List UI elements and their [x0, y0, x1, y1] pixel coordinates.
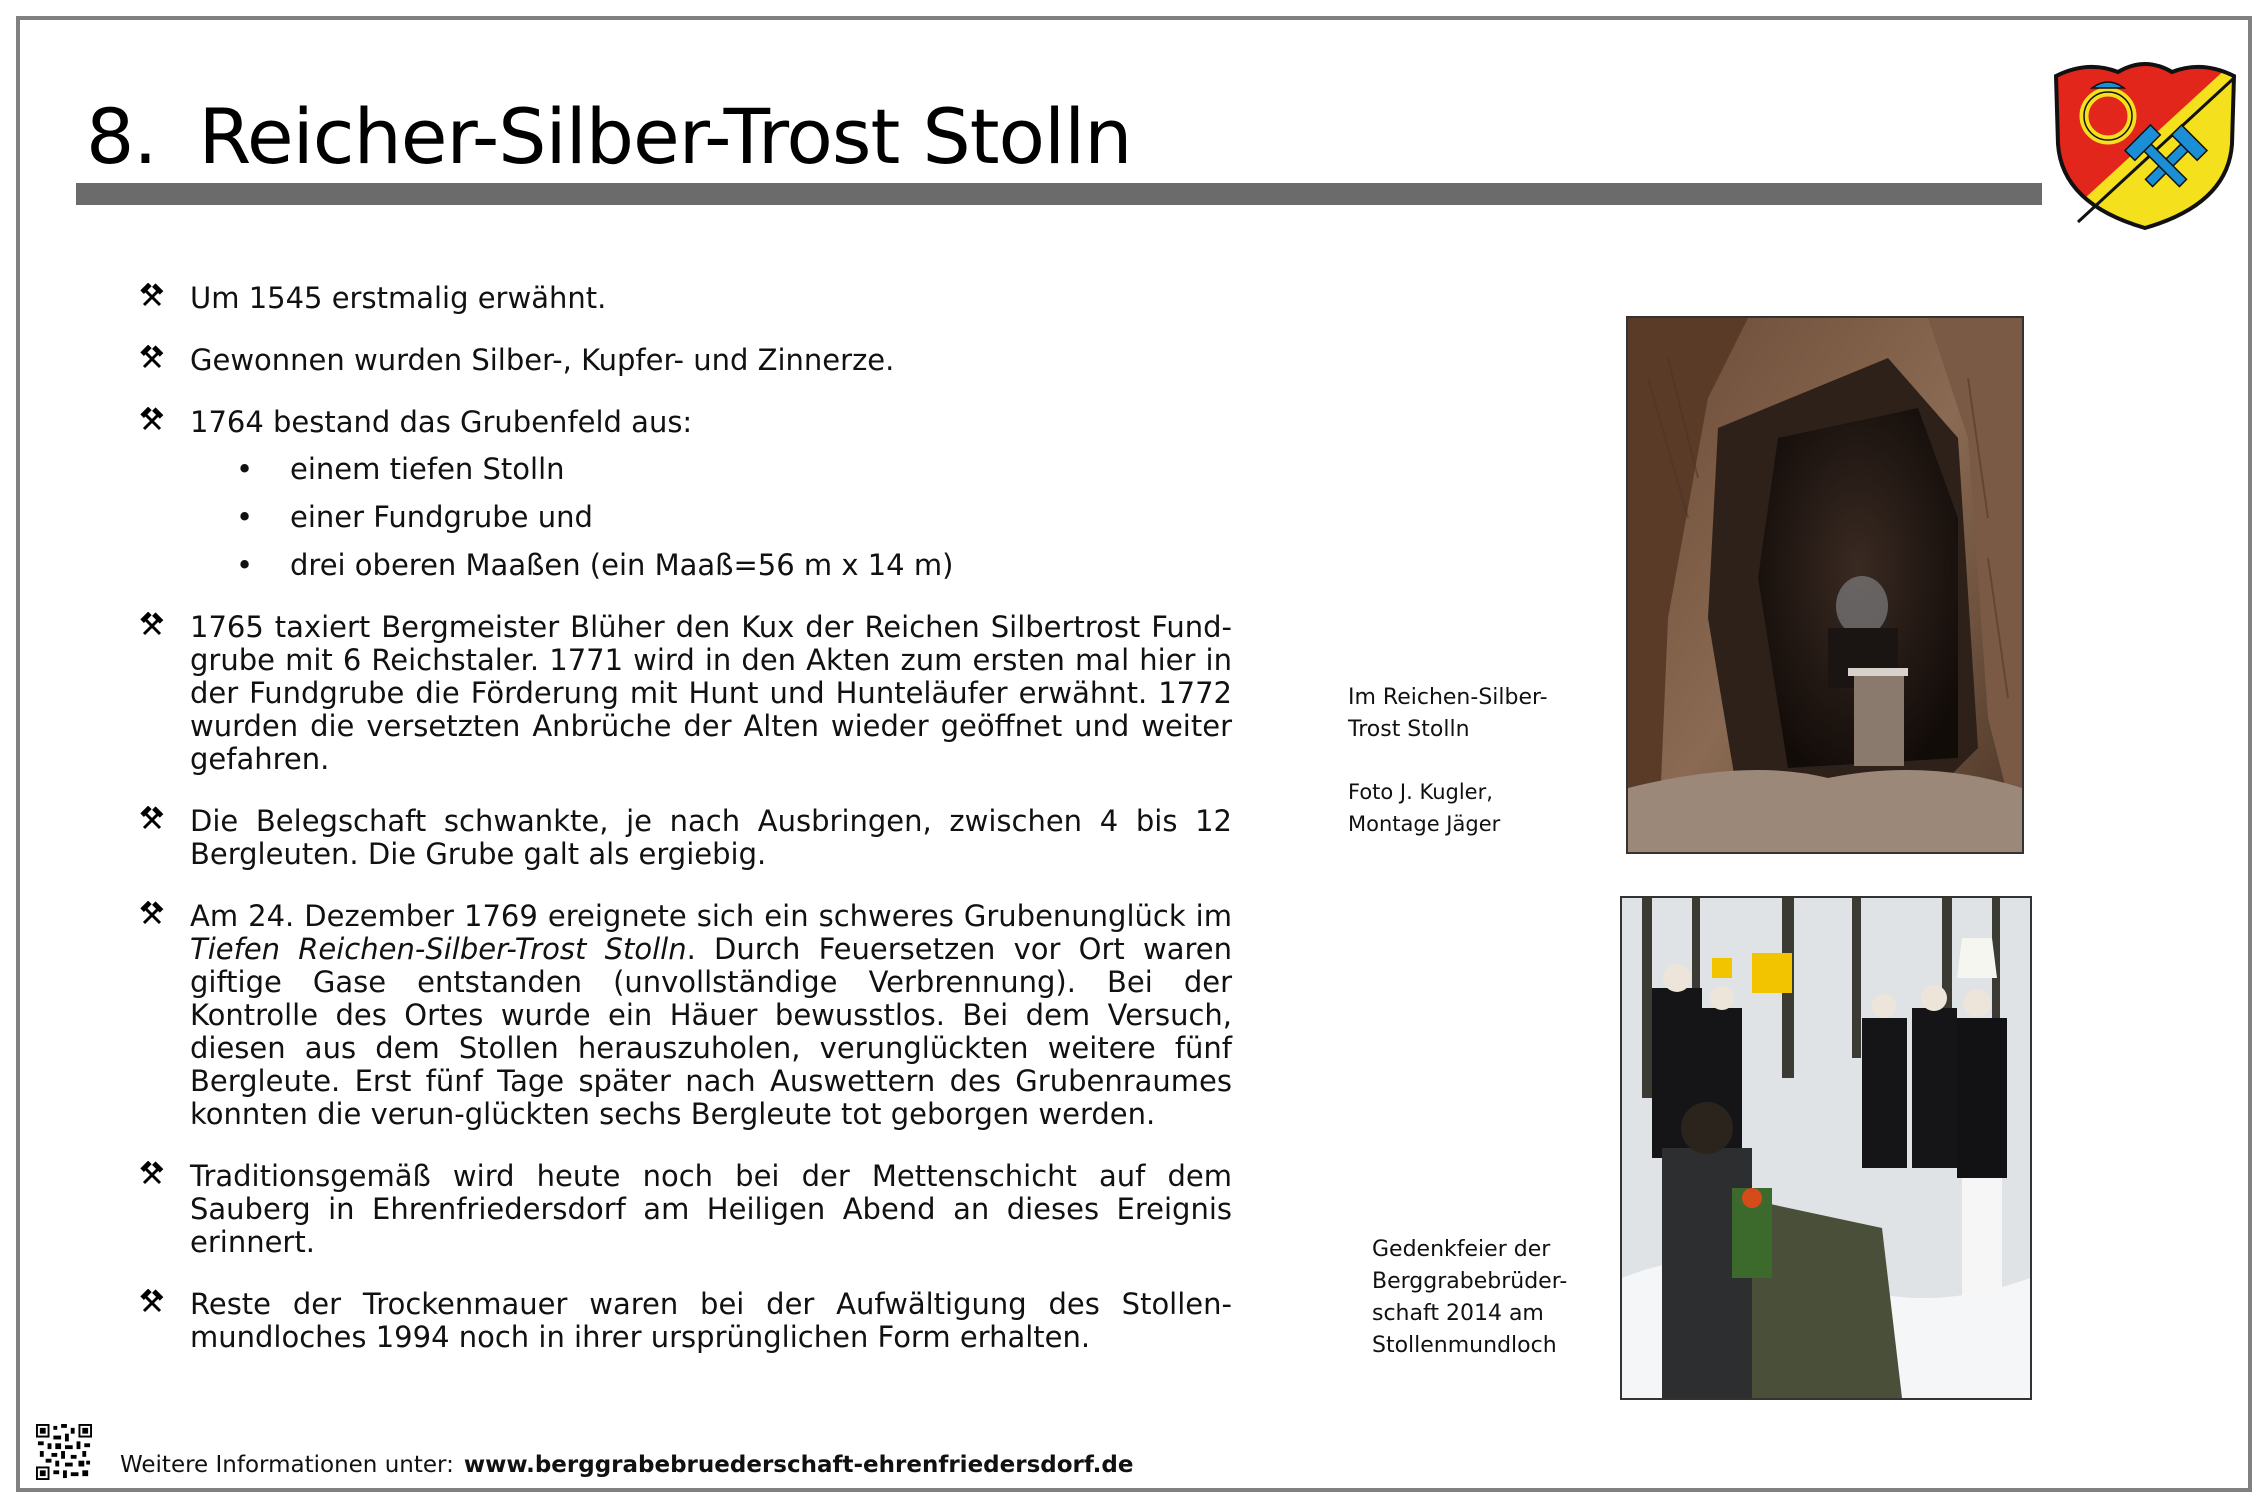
- sub-list-item: [190, 501, 1232, 534]
- mine-tunnel-photo: [1626, 316, 2024, 854]
- list-item: [132, 805, 1232, 871]
- list-item: [132, 611, 1232, 776]
- list-item: [132, 406, 1232, 582]
- title-text: Reicher-Silber-Trost Stolln: [198, 92, 1132, 181]
- hammer-pick-icon: [138, 806, 166, 834]
- tunnel-image: [1628, 318, 2022, 852]
- bullet-list: [132, 282, 1232, 1383]
- caption-line: Berggrabebrüder-: [1372, 1269, 1568, 1294]
- hammer-pick-icon: [138, 407, 166, 435]
- photo2-caption: [1372, 1234, 1602, 1362]
- sub-item-text: drei oberen Maaßen (ein Maaß=56 m x 14 m): [290, 548, 954, 582]
- list-item: [132, 900, 1232, 1131]
- title-number: 8.: [86, 92, 157, 181]
- caption-line: Stollenmundloch: [1372, 1333, 1557, 1358]
- hammer-pick-icon: [138, 1289, 166, 1317]
- bullet-text: Um 1545 erstmalig erwähnt.: [190, 281, 607, 315]
- sub-list: [190, 453, 1232, 582]
- sub-item-text: einer Fundgrube und: [290, 500, 593, 534]
- credit-line: Foto J. Kugler,: [1348, 780, 1493, 804]
- sub-list-item: [190, 453, 1232, 486]
- bullet-dot: •: [236, 500, 254, 534]
- caption-line: Trost Stolln: [1348, 717, 1470, 742]
- caption-line: Im Reichen-Silber-: [1348, 685, 1548, 710]
- ceremony-photo: [1620, 896, 2032, 1400]
- photo1-caption: [1348, 682, 1578, 746]
- hammer-pick-icon: [138, 1161, 166, 1189]
- list-item: [132, 1160, 1232, 1259]
- bullet-text: Reste der Trockenmauer waren bei der Aufwältigung des Stollen-mundloches 1994 noch in ihrer ursprünglichen Form erhalten.: [190, 1287, 1232, 1354]
- credit-line: Montage Jäger: [1348, 812, 1501, 836]
- bullet-text: Die Belegschaft schwankte, je nach Ausbringen, zwischen 4 bis 12 Bergleuten. Die Grube galt als ergiebig.: [190, 804, 1232, 871]
- photo1-credit: [1348, 776, 1578, 840]
- bullet-text: 1765 taxiert Bergmeister Blüher den Kux der Reichen Silbertrost Fund-grube mit 6 Reichstaler. 1771 wird in den Akten zum ersten mal hier in der Fundgrube die Förderung mit Hunt und Hunteläufer erwähnt. 1772 wurden die versetzten Anbrüche der Alten wieder geöffnet und weiter gefahren.: [190, 610, 1232, 776]
- list-item: [132, 282, 1232, 315]
- mine-name-italic: Tiefen Reichen-Silber-Trost Stolln: [190, 932, 687, 966]
- caption-line: schaft 2014 am: [1372, 1301, 1544, 1326]
- bullet-dot: •: [236, 452, 254, 486]
- footer-label: Weitere Informationen unter:: [120, 1452, 454, 1478]
- page-title: [86, 92, 1131, 182]
- hammer-pick-icon: [138, 283, 166, 311]
- footer-url-link[interactable]: www.berggrabebruederschaft-ehrenfriedersdorf.de: [463, 1452, 1134, 1478]
- coat-of-arms-icon: [2048, 54, 2242, 232]
- bullet-text-end: . Durch Feuersetzen vor Ort waren giftige Gase entstanden (unvollständige Verbrennung). Bei der Kontrolle des Ortes wurde ein Häuer bewusstlos. Bei dem Versuch, diesen aus dem Stollen herauszuholen, verunglückten weitere fünf Bergleute. Erst fünf Tage später nach Auswettern des Grubenraumes konnten die verun-glückten sechs Bergleute tot geborgen werden.: [190, 932, 1233, 1131]
- ceremony-image: [1622, 898, 2030, 1398]
- hammer-pick-icon: [138, 612, 166, 640]
- bullet-text-start: Am 24. Dezember 1769 ereignete sich ein schweres Grubenunglück im: [190, 899, 1232, 933]
- bullet-text: [190, 900, 1232, 1131]
- sub-list-item: [190, 549, 1232, 582]
- caption-line: Gedenkfeier der: [1372, 1237, 1551, 1262]
- hammer-pick-icon: [138, 345, 166, 373]
- list-item: [132, 1288, 1232, 1354]
- bullet-dot: •: [236, 548, 254, 582]
- bullet-text: Gewonnen wurden Silber-, Kupfer- und Zinnerze.: [190, 343, 895, 377]
- bullet-text: 1764 bestand das Grubenfeld aus:: [190, 405, 693, 439]
- list-item: [132, 344, 1232, 377]
- qr-code-icon[interactable]: [36, 1424, 92, 1480]
- footer: [120, 1452, 1133, 1478]
- bullet-text: Traditionsgemäß wird heute noch bei der Mettenschicht auf dem Sauberg in Ehrenfriedersdorf am Heiligen Abend an dieses Ereignis erinnert.: [190, 1159, 1232, 1259]
- title-underline: [76, 183, 2042, 205]
- hammer-pick-icon: [138, 901, 166, 929]
- sub-item-text: einem tiefen Stolln: [290, 452, 565, 486]
